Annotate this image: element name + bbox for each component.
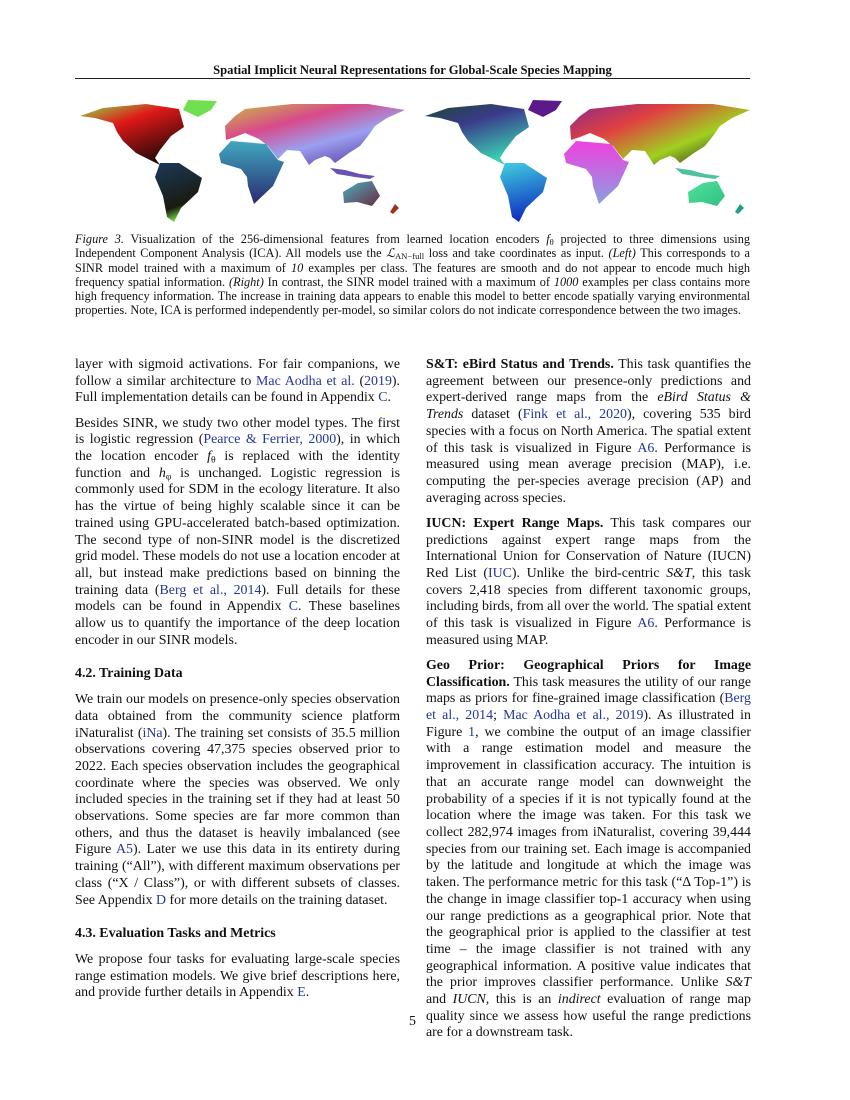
paragraph-geo-prior-task <box>426 658 751 1042</box>
section-heading-4-3: 4.3. Evaluation Tasks and Metrics <box>75 926 276 942</box>
text-segment: We propose four tasks for evaluating large-scale species range estimation models. We give brief descriptions here, and provide further details in Appendix <box>75 952 400 1001</box>
text-segment: Figure 3. <box>75 232 124 246</box>
text-segment: , we combine the output of an image classifier with a range estimation model and measure the improvement in classification accuracy. The intuition is that an accurate range model can downweight the probability of a species if it is not typically found at the location where the image was taken. For this task we collect 282,974 images from iNaturalist, covering 39,444 species from our training set. Each image is accompanied by the latitude and longitude at which the image was taken. The performance metric for this task (“Δ Top-1”) is the change in image classifier top-1 accuracy when using our range predictions as a geographical prior. Note that the geographical prior is applied to the classifier at test time – the image classifier is not trained with any geographical information. A positive value indicates that the prior improves classifier performance. Unlike <box>426 724 751 991</box>
paragraph <box>75 952 400 1002</box>
text-segment: This corresponds to a SINR model trained with a maximum of <box>75 246 750 275</box>
text-segment: S&T <box>725 975 751 991</box>
text-segment: φ <box>165 471 172 483</box>
figure-caption <box>75 232 750 318</box>
citation-link[interactable]: Mac Aodha et al., 2019 <box>503 708 644 724</box>
text-segment: ), covering 535 bird species with a focus on North America. The spatial extent of this task is visualized in Figure <box>426 407 751 456</box>
paragraph-iucn-task <box>426 516 751 650</box>
text-segment: 10 <box>291 260 304 275</box>
left-feature-map <box>80 100 405 222</box>
text-segment: ), in which the location encoder <box>75 432 401 465</box>
citation-link[interactable]: A5 <box>115 842 133 858</box>
paragraph-heading: Geo Prior: Geographical Priors for Image Classification. <box>426 657 751 690</box>
text-segment: dataset ( <box>463 407 523 423</box>
text-segment: , this is an <box>485 992 558 1008</box>
text-segment: ). As illustrated in Figure <box>426 708 751 740</box>
text-segment: ). Later we use this data in its entirety during training (“All”), with different maximum observations per class (“X / Class”), or with different subsets of classes. See Appendix <box>75 842 400 908</box>
text-segment: . These baselines allow us to quantify the importance of the deep location encoder in our SINR models. <box>75 599 401 648</box>
paragraph <box>75 416 400 650</box>
citation-link[interactable]: iNa <box>142 725 163 741</box>
citation-link[interactable]: Pearce & Ferrier, 2000 <box>203 432 337 448</box>
text-segment: S&T <box>666 565 692 581</box>
text-segment: ; <box>493 708 504 724</box>
left-column <box>75 357 400 1011</box>
text-segment: In contrast, the SINR model trained with a maximum of <box>263 274 554 289</box>
text-segment: ). Unlike the bird-centric <box>511 565 667 581</box>
text-segment: We train our models on presence-only species observation data obtained from the community science platform iNaturalist ( <box>75 692 400 741</box>
citation-link[interactable]: D <box>156 892 167 908</box>
text-segment: and <box>426 992 453 1008</box>
paragraph-heading: S&T: eBird Status and Trends. <box>426 357 614 372</box>
text-segment: . Performance is measured using mean average precision (MAP), i.e. computing the per-species average precision (AP) and averaging across species. <box>426 440 751 506</box>
text-segment: eBird Status & Trends <box>426 390 751 423</box>
paragraph-heading: IUCN: Expert Range Maps. <box>426 515 604 531</box>
text-segment: θ <box>210 454 216 466</box>
text-segment: 1000 <box>553 274 579 289</box>
right-feature-map <box>425 100 750 222</box>
text-segment: layer with sigmoid activations. For fair companions, we follow a similar architecture to <box>75 357 400 389</box>
section-heading-4-2: 4.2. Training Data <box>75 666 183 682</box>
citation-link[interactable]: Fink et al., 2020 <box>522 407 627 423</box>
text-segment: AN−full <box>394 251 425 262</box>
right-column <box>426 357 751 1051</box>
text-segment: . Performance is measured using MAP. <box>426 616 751 648</box>
text-segment: This task quantifies the agreement between our presence-only predictions and expert-derived range maps from the <box>426 357 751 406</box>
text-segment: . <box>387 390 391 406</box>
citation-link[interactable]: Berg et al., 2014 <box>159 582 262 598</box>
figure-3-maps <box>75 96 765 230</box>
text-segment: is replaced with the identity function and <box>75 449 400 481</box>
text-segment: , this task covers 2,418 species from different taxonomic groups, including birds, from all over the world. The spatial extent of this task is visualized in Figure <box>426 565 751 632</box>
citation-link[interactable]: IUC <box>487 565 512 581</box>
paragraph-st-task <box>426 357 751 507</box>
text-segment: ). Full implementation details can be found in Appendix <box>75 373 400 406</box>
citation-link[interactable]: C <box>378 390 388 406</box>
citation-link[interactable]: A6 <box>637 440 655 456</box>
paragraph <box>75 692 400 909</box>
text-segment: This task compares our predictions against expert range maps from the International Union for Conservation of Nature (IUCN) Red List ( <box>426 515 751 581</box>
citation-link[interactable]: E <box>297 985 306 1001</box>
text-segment: indirect <box>557 992 601 1008</box>
text-segment: ). Full details for these models can be found in Appendix <box>75 582 400 615</box>
text-segment: examples per class. The features are smooth and do not appear to encode much high frequency spatial information. <box>75 260 751 289</box>
text-segment: f <box>207 449 211 465</box>
text-segment: ( <box>354 373 365 389</box>
text-segment: ). The training set consists of 35.5 million observations covering 47,375 species observed prior to 2022. Each species observation includes the geographical coordinate where the species was observed. We only included species in the training set if they had at least 50 observations. Some species are far more common than others, and thus the dataset is heavily imbalanced (see Figure <box>75 725 401 858</box>
text-segment: examples per class contains more high frequency information. The increase in training data appears to enable this model to better encode spatially varying environmental properties. Note, ICA is performed independently per-model, so similar colors do not indicate correspondence between the two images. <box>75 274 750 318</box>
citation-link[interactable]: Mac Aodha et al. <box>256 373 355 389</box>
text-segment: (Left) <box>608 246 636 261</box>
text-segment: θ <box>549 237 554 248</box>
text-segment: ℒ <box>386 246 395 261</box>
text-segment: loss and take coordinates as input. <box>424 246 609 261</box>
citation-link[interactable]: 2019 <box>364 373 392 389</box>
citation-link[interactable]: 1 <box>468 724 476 740</box>
text-segment: is unchanged. Logistic regression is commonly used for SDM in the ecology literature. It also has the virtue of being highly scalable since it can be trained using GPU-accelerated batch-based optimization. The second type of non-SINR model is the discretized grid model. These models do not use a location encoder at all, but instead make predictions based on binning the training data ( <box>75 465 400 598</box>
text-segment: (Right) <box>228 274 264 289</box>
text-segment: IUCN <box>452 992 486 1008</box>
running-title: Spatial Implicit Neural Representations for Global-Scale Species Mapping <box>213 63 612 77</box>
text-segment: . <box>305 985 310 1001</box>
text-segment: Besides SINR, we study two other model types. The first is logistic regression ( <box>75 415 400 448</box>
text-segment: h <box>158 465 166 481</box>
text-segment: evaluation of range map quality since we assess how useful the range predictions are for a downstream task. <box>426 992 751 1041</box>
text-segment: for more details on the training dataset. <box>166 892 388 908</box>
text-segment: This task measures the utility of our range maps as priors for fine-grained image classification ( <box>426 674 751 707</box>
citation-link[interactable]: C <box>288 599 299 615</box>
text-segment: projected to three dimensions using Independent Component Analysis (ICA). All models use the <box>75 232 750 261</box>
citation-link[interactable]: A6 <box>637 616 655 632</box>
page-number: 5 <box>409 1014 416 1029</box>
text-segment: Visualization of the 256-dimensional features from learned location encoders <box>123 232 547 246</box>
citation-link[interactable]: Berg et al., 2014 <box>426 691 751 724</box>
header-rule <box>75 78 750 79</box>
paragraph <box>75 357 400 407</box>
text-segment: f <box>546 232 550 246</box>
